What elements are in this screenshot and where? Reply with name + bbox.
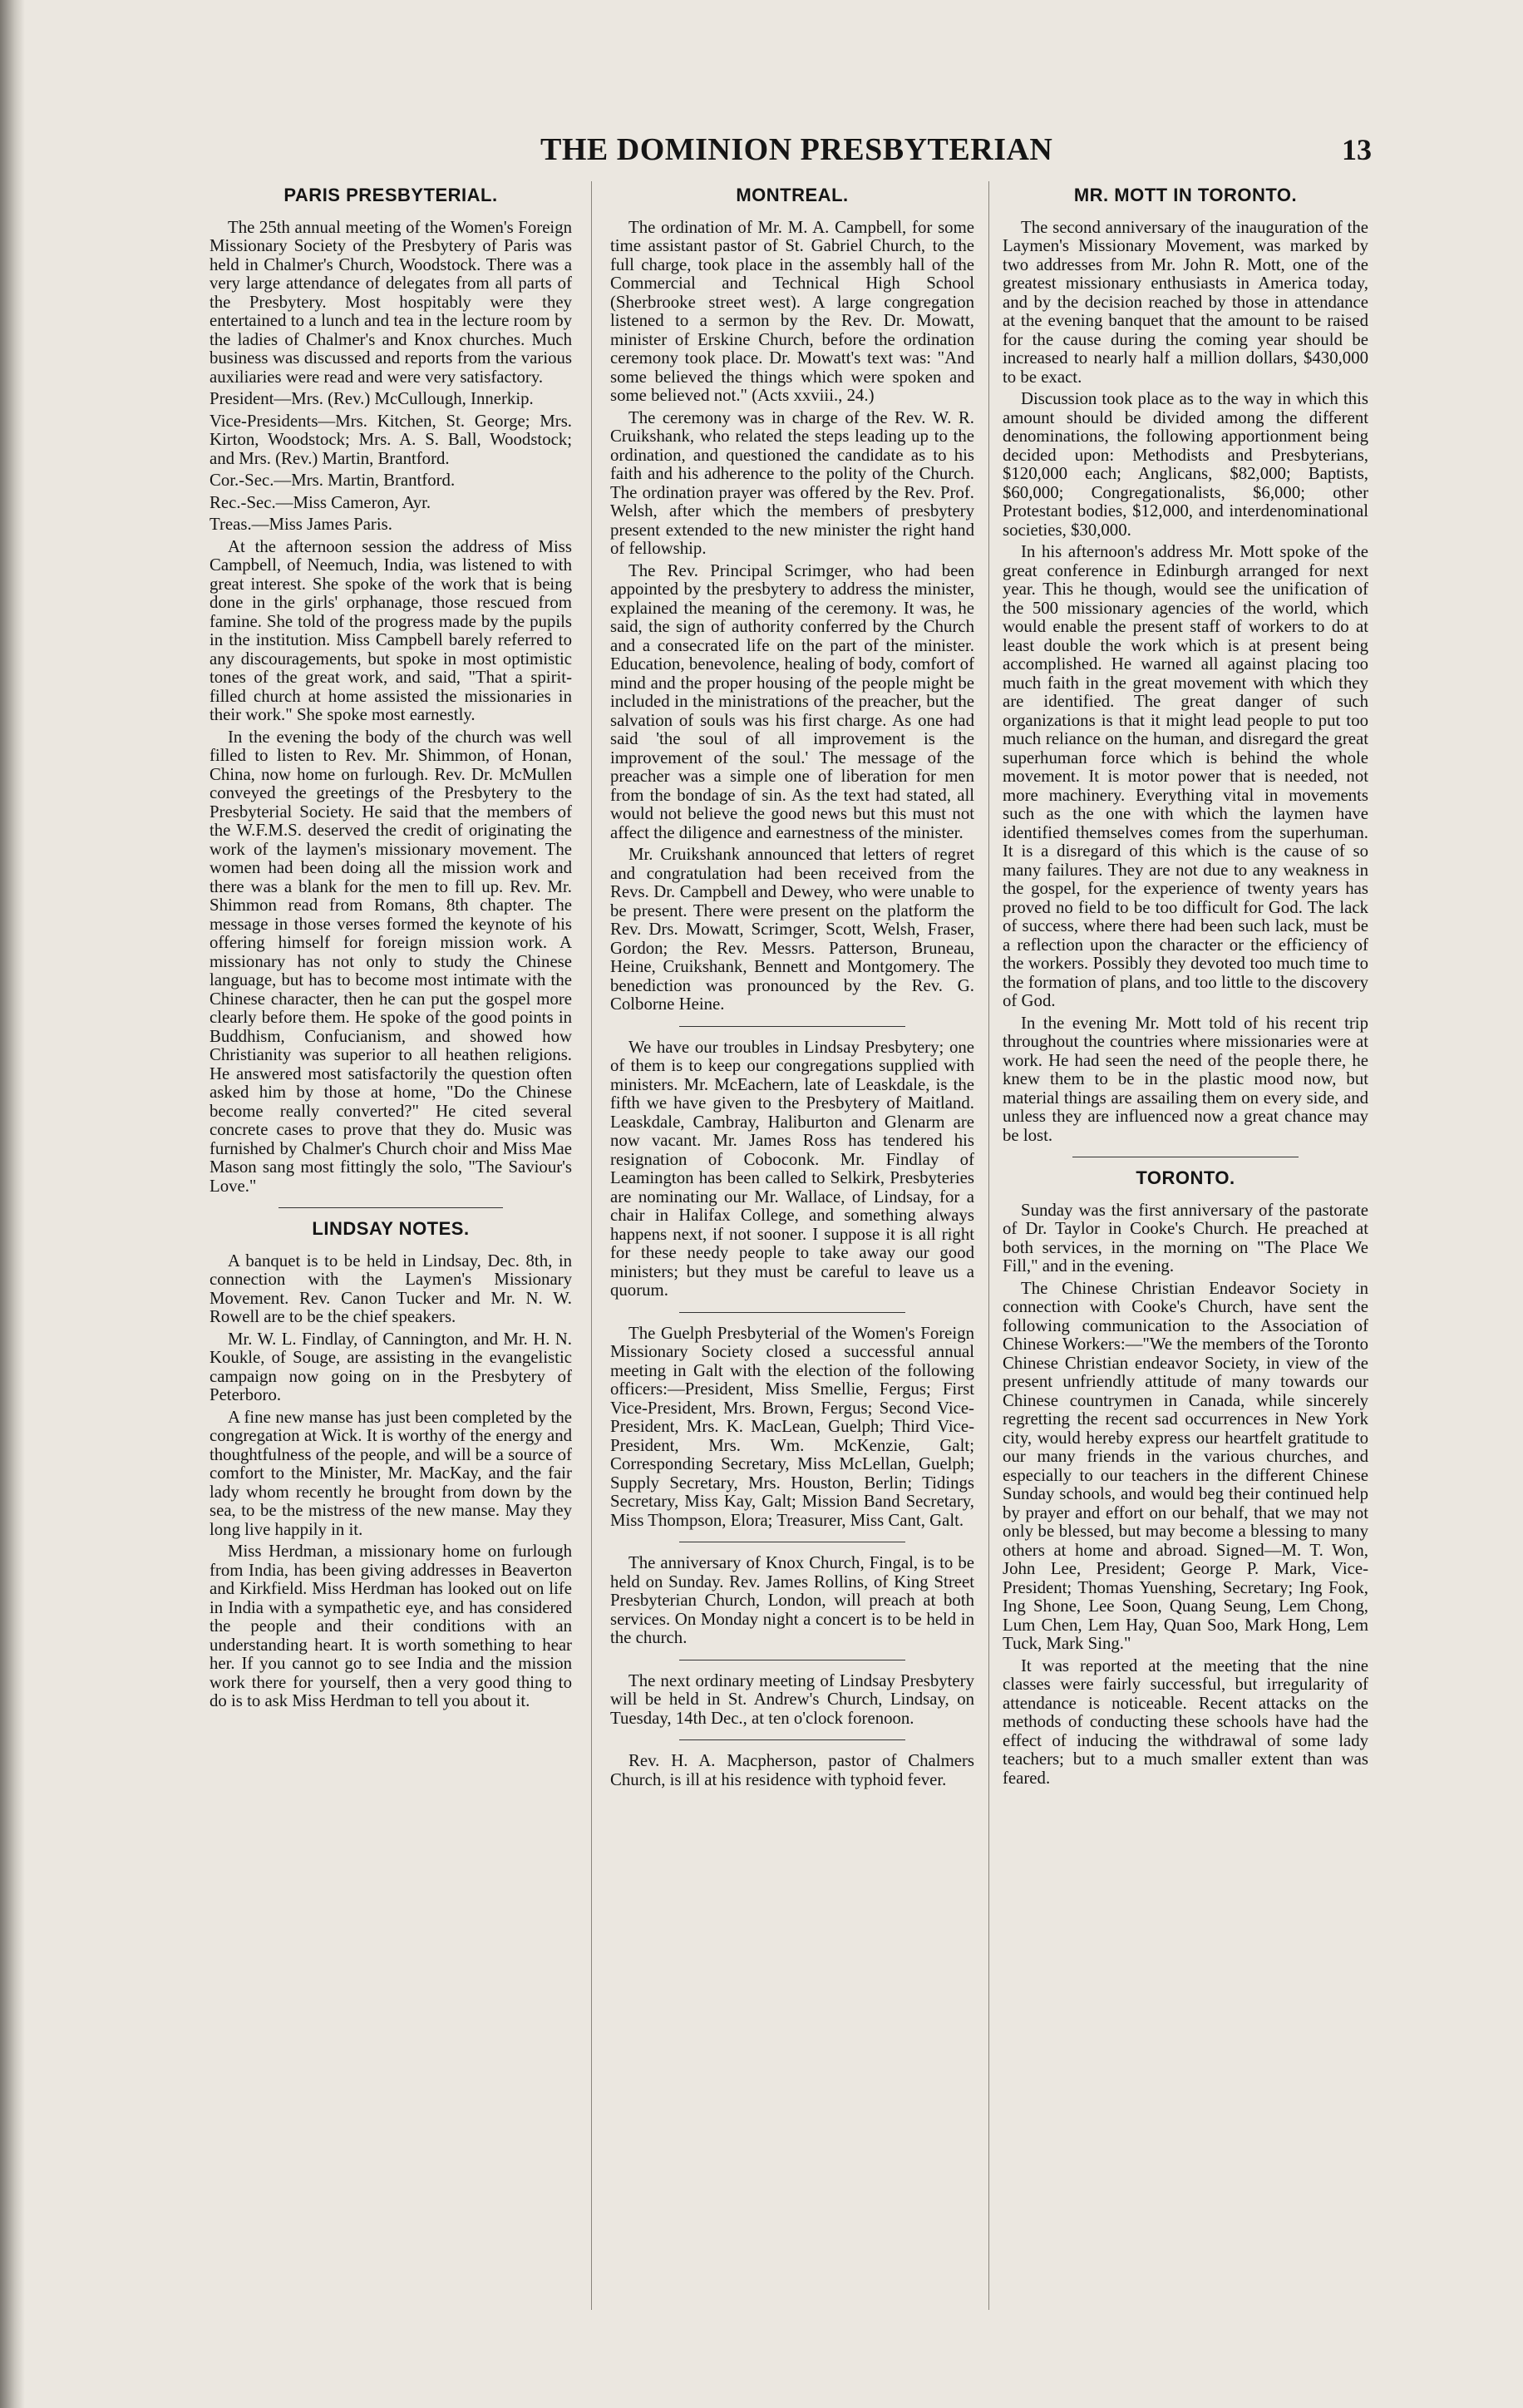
article-paragraph: In the evening the body of the church was well filled to listen to Rev. Mr. Shimmon, of Honan, China, now home on furlough. Rev. Dr. McMullen conveyed the greetings of the Presbytery to the Presbyterial Society. He said that the members of the W.F.M.S. deserved the credit of originating the work of the laymen's missionary movement. The women had been doing all the mission work and there was a blank for the men to fill up. Rev. Mr. Shimmon read from Romans, 8th chapter. The message in those verses formed the keynote of his offering himself for foreign mission work. A missionary has not only to study the Chinese language, but has to become most intimate with the Chinese character, then he can put the gospel more clearly before them. He spoke of the good points in Buddhism, Confucianism, and showed how Christianity was superior to all heathen religions. He answered most satisfactorily the question often asked him by those at home, "Do the Chinese become really converted?" He cited several concrete cases to prove that they do. Music was furnished by Chalmer's Church choir and Miss Mae Mason sang most fittingly the solo, "The Saviour's Love." [209,727,572,1196]
section-divider [679,1312,905,1313]
article-heading-mott: MR. MOTT IN TORONTO. [1073,185,1298,205]
article-heading-toronto: TORONTO. [1136,1167,1235,1188]
publication-title: THE DOMINION PRESBYTERIAN [540,132,1053,167]
news-item-presbytery: We have our troubles in Lindsay Presbytery; one of them is to keep our congregations supplied with ministers. Mr. McEachern, late of Leaskdale, is the fifth we have given to the Presbytery of Maitland. Leaskdale, Cambray, Haliburton and Glenarm are now vacant. Mr. James Ross has tendered his resignation of Coboconk. Mr. Findlay of Leamington has been called to Selkirk, Presbyteries are nominating our Mr. Wallace, of Lindsay, for a chair in Halifax College, and something always happens next, if not sooner. I suppose it is all right for these needy people to take away our good ministers; but they must be careful to leave us a quorum. [610,1037,974,1300]
article-paragraph: It was reported at the meeting that the nine classes were fairly successful, but irregularity of attendance is noticeable. Recent attacks on the methods of conducting these schools have had the effect of inducing the withdrawal of some lady teachers; but to a much smaller extent than was feared. [1003,1656,1368,1788]
article-paragraph: Mr. Cruikshank announced that letters of regret and congratulation had been received from the Revs. Dr. Campbell and Dewey, who were unable to be present. There were present on the platform the Rev. Drs. Mowatt, Scrimger, Scott, Welsh, Fraser, Gordon; the Rev. Messrs. Patterson, Bruneau, Heine, Cruikshank, Bennett and Montgomery. The benediction was pronounced by the Rev. G. Colborne Heine. [610,845,974,1014]
article-paragraph: The ceremony was in charge of the Rev. W. R. Cruikshank, who related the steps leading up to the ordination, and questioned the candidate as to his faith and his adherence to the polity of the Church. The ordination prayer was offered by the Rev. Prof. Welsh, after which the members of presbytery present extended to the new minister the right hand of fellowship. [610,407,974,558]
article-paragraph: In his afternoon's address Mr. Mott spoke of the great conference in Edinburgh arranged for next year. This he though, would see the unification of the 500 missionary agencies of the world, which would enable the present staff of workers to do at least double the work which is at present being accomplished. He warned all against placing too much faith in the great movement with which they are identified. The great danger of such organizations is that it might lead people to put too much reliance on the human, and disregard the great superhuman force which is behind the whole movement. It is motor power that is needed, not more machinery. Everything vital in movements such as the one with which the laymen have identified themselves comes from the superhuman. It is a disregard of this which is the cause of so many failures. They are not due to any weakness in the gospel, for the experience of twenty years has proved no field to be too difficult for God. The lack of success, where there had been such lack, must be a reflection upon the character or the efficiency of the workers. Possibly they devoted too much time to the formation of plans, and too little to the discovery of God. [1003,542,1368,1010]
article-paragraph: Mr. W. L. Findlay, of Cannington, and Mr. H. N. Koukle, of Souge, are assisting in the evangelistic campaign now going on in the Presbytery of Peterboro. [209,1329,572,1404]
article-heading-lindsay: LINDSAY NOTES. [312,1218,470,1239]
article-paragraph: Miss Herdman, a missionary home on furlough from India, has been giving addresses in Beaverton and Kirkfield. Miss Herdman has looked out on life in India with a sympathetic eye, and has considered the people and their conditions with an understanding heart. It is worth something to hear her. If you cannot go to see India and the mission work there for yourself, then a very good thing to do is to ask Miss Herdman to tell you about it. [209,1542,572,1710]
news-item-guelph: The Guelph Presbyterial of the Women's Foreign Missionary Society closed a successful annual meeting in Galt with the election of the following officers:—President, Miss Smellie, Fergus; First Vice-President, Mrs. Brown, Fergus; Second Vice-President, Mrs. K. MacLean, Guelph; Third Vice-President, Mrs. Wm. McKenzie, Galt; Corresponding Secretary, Miss McLellan, Guelph; Supply Secretary, Mrs. Houston, Berlin; Tidings Secretary, Miss Kay, Galt; Mission Band Secretary, Miss Thompson, Elora; Treasurer, Miss Cant, Galt. [610,1323,974,1530]
article-paragraph: A banquet is to be held in Lindsay, Dec. 8th, in connection with the Laymen's Missionary Movement. Rev. Canon Tucker and Mr. N. W. Rowell are to be the chief speakers. [209,1251,572,1326]
column-rule [988,181,989,2310]
page-number: 13 [1342,133,1372,166]
article-paragraph: The Chinese Christian Endeavor Society in connection with Cooke's Church, have sent the following communication to the Association of Chinese Workers:—"We the members of the Toronto Chinese Christian endeavor Society, in view of the present unfriendly attitude of many towards our Chinese countrymen in Canada, while sincerely regretting the recent sad occurrences in New York city, would hereby express our heartfelt gratitude to our many friends in the various churches, and especially to our teachers in the different Chinese Sunday schools, and would beg their continued help by prayer and effort on our behalf, that we may not only be blessed, but may become a blessing to many others at home and abroad. Signed—M. T. Won, John Lee, President; George P. Mark, Vice-President; Thomas Yuenshing, Secretary; Ing Fook, Ing Shone, Lee Soon, Quang Seung, Lem Chong, Lum Chen, Lem Hay, Quan Soo, Mark Hong, Lem Tuck, Mark Sing." [1003,1278,1368,1653]
section-divider [278,1207,503,1208]
news-item-macpherson: Rev. H. A. Macpherson, pastor of Chalmers Church, is ill at his residence with typhoid fever. [610,1751,974,1789]
column-left [209,181,572,2308]
column-right [1003,181,1368,2308]
section-divider [679,1739,905,1740]
article-paragraph: The 25th annual meeting of the Women's Foreign Missionary Society of the Presbytery of Paris was held in Chalmer's Church, Woodstock. There was a very large attendance of delegates from all parts of the Presbytery. Most hospitably were they entertained to a lunch and tea in the lecture room by the ladies of Chalmer's and Knox churches. Much business was discussed and reports from the various auxiliaries were read and were very satisfactory. [209,217,572,387]
article-paragraph: A fine new manse has just been completed by the congregation at Wick. It is worthy of the energy and thoughtfulness of the people, and will be a source of comfort to the Minister, Mr. MacKay, and the fair lady whom recently he brought from down by the sea, to be the mistress of the new manse. May they long live happily in it. [209,1407,572,1539]
article-paragraph: Discussion took place as to the way in which this amount should be divided among the different denominations, the following apportionment being decided upon: Methodists and Presbyterians, $120,000 each; Anglicans, $82,000; Baptists, $60,000; Congregationalists, $6,000; other Protestant bodies, $12,000, and interdenominational societies, $30,000. [1003,389,1368,540]
article-heading-paris: PARIS PRESBYTERIAL. [283,185,498,205]
column-middle [610,181,974,2308]
article-paragraph: The ordination of Mr. M. A. Campbell, for some time assistant pastor of St. Gabriel Church, to the full charge, took place in the assembly hall of the Commercial and Technical High School (Sherbrooke street west). A large congregation listened to a sermon by the Rev. Dr. Mowatt, minister of Erskine Church, before the ordination ceremony took place. Dr. Mowatt's text was: "And some believed the things which were spoken and some believed not." (Acts xxviii., 24.) [610,217,974,405]
news-item-meeting: The next ordinary meeting of Lindsay Presbytery will be held in St. Andrew's Church, Lindsay, on Tuesday, 14th Dec., at ten o'clock forenoon. [610,1670,974,1728]
officer-entry: President—Mrs. (Rev.) McCullough, Innerkip. [209,389,534,408]
officer-entry: Rec.-Sec.—Miss Cameron, Ayr. [209,492,431,512]
article-heading-montreal: MONTREAL. [736,185,849,205]
article-paragraph: Sunday was the first anniversary of the pastorate of Dr. Taylor in Cooke's Church. He preached at both services, in the morning on "The Place We Fill," and in the evening. [1003,1200,1368,1276]
news-item-knox: The anniversary of Knox Church, Fingal, is to be held on Sunday. Rev. James Rollins, of King Street Presbyterian Church, London, will preach at both services. On Monday night a concert is to be held in the church. [610,1553,974,1647]
article-paragraph: In the evening Mr. Mott told of his recent trip throughout the countries where missionaries were at work. He had seen the need of the people there, he knew them to be in the plastic mood now, but material things are assailing them on every side, and unless they are influenced now a great chance may be lost. [1003,1013,1368,1145]
section-divider [679,1026,905,1027]
masthead [540,131,1372,181]
officer-entry: Vice-Presidents—Mrs. Kitchen, St. George; Mrs. Kirton, Woodstock; Mrs. A. S. Ball, Woodstock; and Mrs. (Rev.) Martin, Brantford. [209,411,572,468]
column-rule [591,181,592,2310]
article-paragraph: At the afternoon session the address of Miss Campbell, of Neemuch, India, was listened to with great interest. She spoke of the work that is being done in the girls' orphanage, those rescued from famine. She told of the progress made by the pupils in the institution. Miss Campbell barely referred to any discouragements, but spoke in most optimistic tones of the great work, and said, "That a spirit-filled church at home assisted the missionaries in their work." She spoke most earnestly. [209,536,572,724]
article-paragraph: The second anniversary of the inauguration of the Laymen's Missionary Movement, was marked by two addresses from Mr. John R. Mott, one of the greatest missionary enthusiasts in America today, and by the decision reached by those in attendance at the evening banquet that the amount to be raised for the cause during the coming year should be increased to nearly half a million dollars, $430,000 to be exact. [1003,217,1368,387]
officer-entry: Treas.—Miss James Paris. [209,515,392,534]
page-edge-shadow [0,0,25,2408]
officer-entry: Cor.-Sec.—Mrs. Martin, Brantford. [209,471,456,490]
article-paragraph: The Rev. Principal Scrimger, who had been appointed by the presbytery to address the minister, explained the meaning of the ceremony. It was, he said, the sign of authority conferred by the Church and a consecrated life on the part of the minister. Education, benevolence, healing of body, comfort of mind and the proper housing of the people might be included in the ministrations of the preacher, but the salvation of souls was his first charge. As one had said 'the soul of all improvement is the improvement of the soul.' The message of the preacher was a simple one of liberation for men from the bondage of sin. As the text had stated, all would not believe the good news but this must not affect the diligence and earnestness of the minister. [610,560,974,842]
